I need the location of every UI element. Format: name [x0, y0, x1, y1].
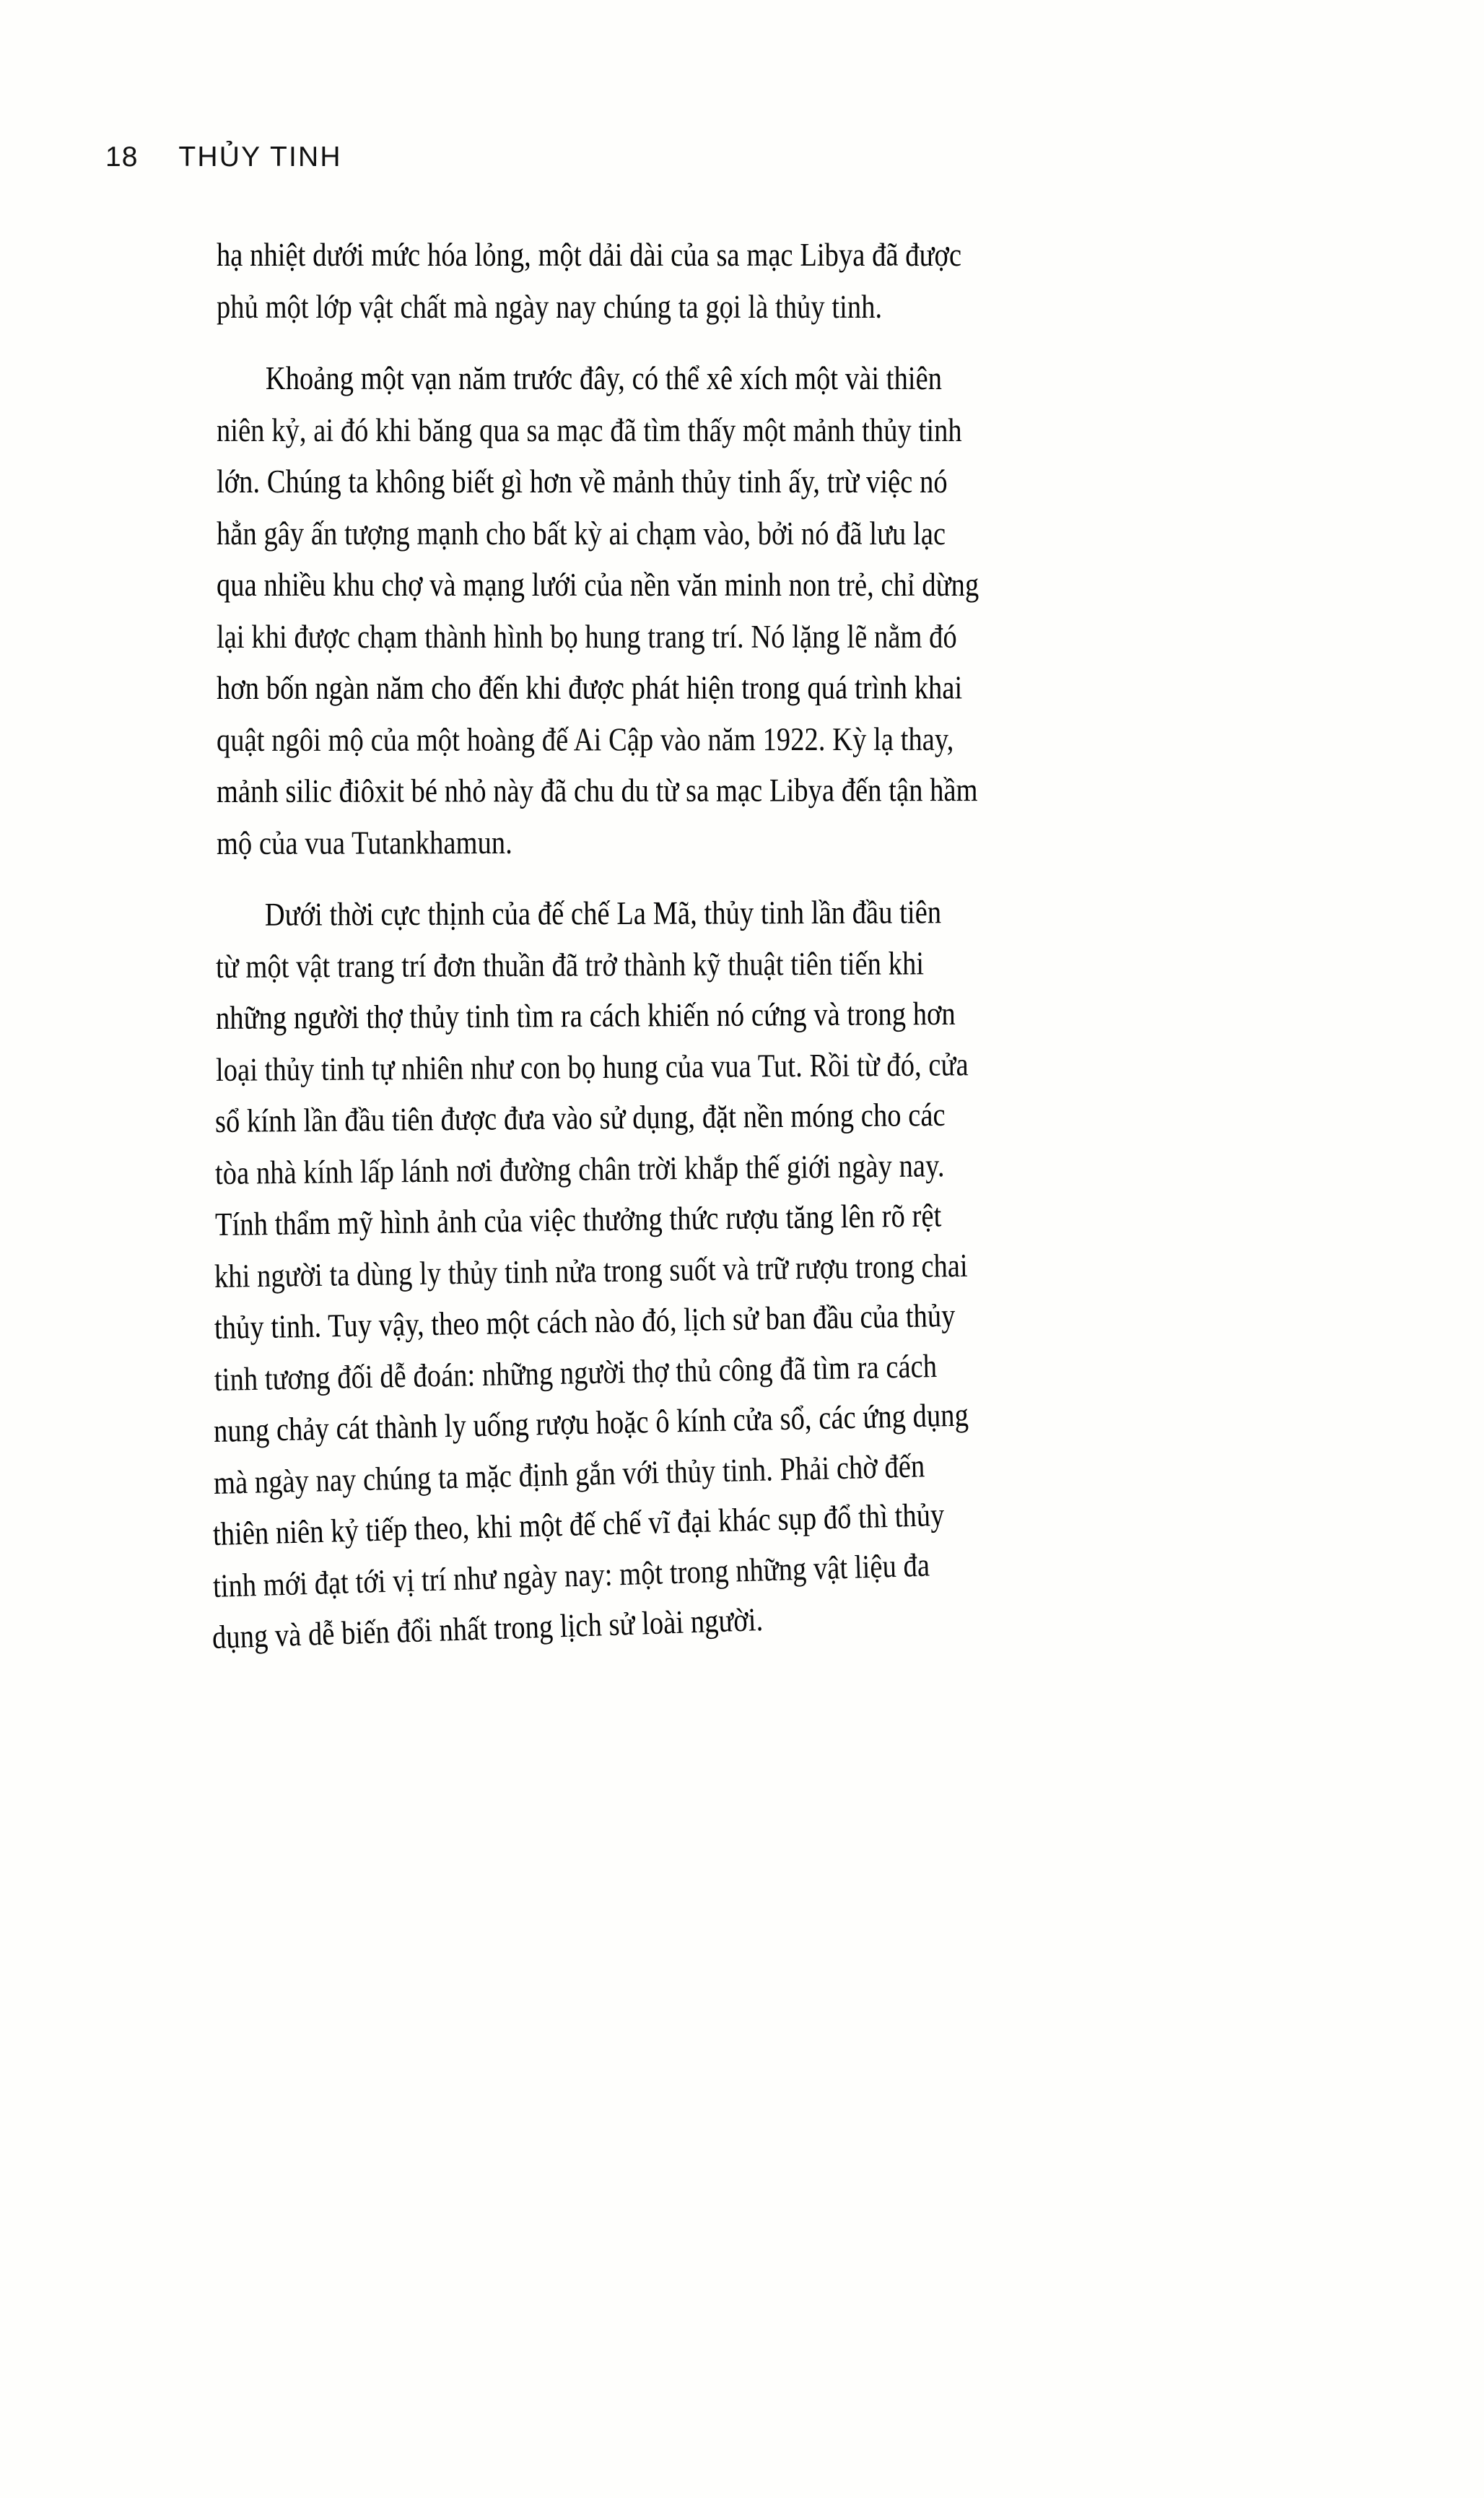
text-line [217, 238, 1098, 271]
text-line-content: hạ nhiệt dưới mức hóa lỏng, một dải dài của sa mạc Libya đã được [217, 236, 962, 273]
text-line-content: hẳn gây ấn tượng mạnh cho bất kỳ ai chạm vào, bởi nó đã lưu lạc [217, 514, 946, 552]
text-line [217, 722, 1089, 756]
text-line [216, 895, 1075, 931]
text-line-content: lớn. Chúng ta không biết gì hơn về mảnh thủy tinh ấy, trừ việc nó [217, 463, 948, 500]
text-line [216, 565, 1119, 603]
text-line [217, 287, 1004, 325]
text-line [217, 671, 1099, 704]
text-line-content: mộ của vua Tutankhamun. [216, 823, 512, 861]
text-line [214, 1196, 1075, 1243]
text-line [215, 1147, 1078, 1189]
text-line-content: tinh tương đối dễ đoán: những người thợ thủ công đã tìm ra cách [214, 1346, 938, 1398]
text-line [212, 1544, 1061, 1602]
text-line [216, 996, 1091, 1035]
text-line [212, 1494, 1078, 1551]
running-head-title: THỦY TINH [178, 142, 342, 173]
text-line [213, 1445, 1055, 1499]
text-line-content: khi người ta dùng ly thủy tinh nửa trong suốt và trữ rượu trong chai [214, 1246, 969, 1294]
text-line [214, 1346, 1070, 1396]
text-line [217, 465, 1082, 498]
text-line-content: từ một vật trang trí đơn thuần đã trở thành kỹ thuật tiên tiến khi [216, 944, 925, 985]
text-line-content: thủy tinh. Tuy vậy, theo một cách nào đó, lịch sử ban đầu của thủy [214, 1296, 956, 1346]
text-line [215, 1046, 1106, 1086]
text-line-content: mảnh silic điôxit bé nhỏ này đã chu du từ sa mạc Libya đến tận hầm [216, 771, 978, 809]
text-line-content: Khoảng một vạn năm trước đây, có thể xê xích một vài thiên [217, 360, 943, 396]
text-line-content: tinh mới đạt tới vị trí như ngày nay: một trong những vật liệu đa [211, 1546, 930, 1604]
text-line [211, 1599, 865, 1653]
text-line [217, 411, 1099, 448]
page-number: 18 [105, 142, 139, 173]
text-line-content: thiên niên kỷ tiếp theo, khi một đế chế vĩ đại khác sụp đổ thì thủy [212, 1495, 946, 1552]
text-line-content: dụng và dễ biến đổi nhất trong lịch sử loài người. [211, 1601, 764, 1655]
text-line [216, 825, 566, 859]
text-line [216, 946, 1054, 983]
text-line [217, 514, 1079, 552]
text-line-content: sổ kính lần đầu tiên được đưa vào sử dụng, đặt nền móng cho các [215, 1095, 946, 1139]
text-line [217, 362, 1075, 395]
text-line [215, 1097, 1080, 1137]
text-line-content: nung chảy cát thành ly uống rượu hoặc ô kính cửa sổ, các ứng dụng [213, 1396, 969, 1449]
text-line-content: quật ngôi mộ của một hoàng đế Ai Cập vào năm 1922. Kỳ lạ thay, [216, 720, 954, 758]
text-line [214, 1395, 1108, 1447]
text-line-content: qua nhiều khu chợ và mạng lưới của nền văn minh non trẻ, chỉ dừng [216, 565, 979, 603]
text-line-content: hơn bốn ngàn năm cho đến khi được phát hiện trong quá trình khai [216, 669, 963, 706]
running-head [105, 142, 342, 173]
text-line-content: tòa nhà kính lấp lánh nơi đường chân trời khắp thế giới ngày nay. [214, 1146, 945, 1191]
text-line [214, 1247, 1107, 1292]
text-line-content: lại khi được chạm thành hình bọ hung trang trí. Nó lặng lẽ nằm đó [216, 617, 957, 655]
text-line-content: Dưới thời cực thịnh của đế chế La Mã, thủy tinh lần đầu tiên [216, 893, 942, 933]
body-text-block [211, 236, 1343, 1673]
text-line [214, 1297, 1092, 1344]
text-line [217, 619, 1093, 653]
text-line [217, 773, 1117, 808]
text-line-content: loại thủy tinh tự nhiên như con bọ hung của vua Tut. Rồi từ đó, cửa [215, 1045, 969, 1088]
text-line-content: Tính thẩm mỹ hình ảnh của việc thưởng thức rượu tăng lên rõ rệt [214, 1196, 942, 1243]
text-line-content: phủ một lớp vật chất mà ngày nay chúng ta gọi là thủy tinh. [217, 287, 883, 325]
text-line-content: những người thợ thủy tinh tìm ra cách khiến nó cứng và trong hơn [215, 994, 956, 1036]
text-line-content: niên kỷ, ai đó khi băng qua sa mạc đã tìm thấy một mảnh thủy tinh [217, 411, 962, 448]
text-line-content: mà ngày nay chúng ta mặc định gắn với thủy tinh. Phải chờ đến [212, 1446, 925, 1501]
